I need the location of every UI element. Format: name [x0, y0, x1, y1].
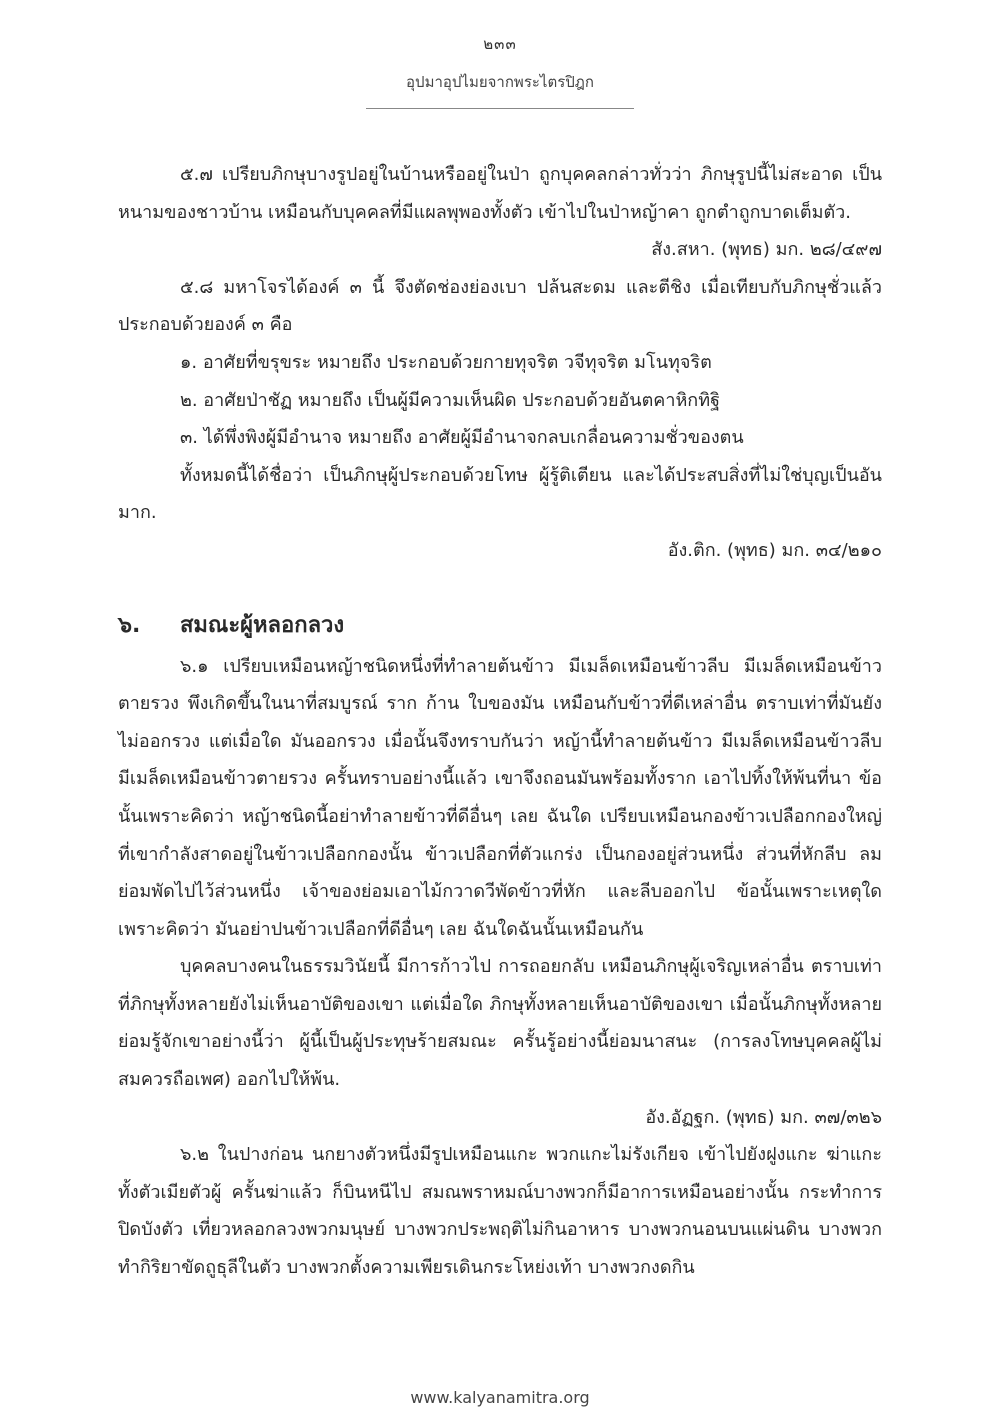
list-item-2: ๒. อาศัยป่าชัฏ หมายถึง เป็นผู้มีความเห็นผิด ประกอบด้วยอันตคาหิกทิฐิ: [180, 389, 720, 411]
reference-5-8: อัง.ติก. (พุทธ) มก. ๓๔/๒๑๐: [667, 539, 882, 561]
running-title: อุปมาอุปไมยจากพระไตรปิฎก: [406, 73, 594, 91]
list-item-3: ๓. ได้พึ่งพิงผู้มีอำนาจ หมายถึง อาศัยผู้มีอำนาจกลบเกลื่อนความชั่วของตน: [180, 427, 744, 449]
reference-6-1: อัง.อัฏฐก. (พุทธ) มก. ๓๗/๓๒๖: [645, 1106, 882, 1128]
paragraph-6-2: ๖.๒ ในปางก่อน นกยางตัวหนึ่งมีรูปเหมือนแกะ พวกแกะไม่รังเกียจ เข้าไปยังฝูงแกะ ฆ่าแกะทั้งตัวเมียตัวผู้ ครั้นฆ่าแล้ว ก็บินหนีไป สมณพราหมณ์บางพวกก็มีอาการเหมือนอย่างนั้น กระทำการปิดบังตัว เที่ยวหลอกลวงพวกมนุษย์ บางพวกประพฤติไม่กินอาหาร บางพวกนอนบนแผ่นดิน บางพวกทำกิริยาขัดถูธุลีในตัว บางพวกตั้งความเพียรเดินกระโหย่งเท้า บางพวกงดกิน: [118, 1144, 882, 1279]
footer-website: www.kalyanamitra.org: [410, 1388, 590, 1407]
section-spacer: [118, 570, 882, 604]
paragraph-5-7: ๕.๗ เปรียบภิกษุบางรูปอยู่ในบ้านหรืออยู่ในป่า ถูกบุคคลกล่าวทั่วว่า ภิกษุรูปนี้ไม่สะอาด เป็นหนามของชาวบ้าน เหมือนกับบุคคลที่มีแผลพุพองทั้งตัว เข้าไปในป่าหญ้าคา ถูกตำถูกบาดเต็มตัว.: [118, 164, 882, 223]
paragraph-5-8: ๕.๘ มหาโจรได้องค์ ๓ นี้ จึงตัดช่องย่องเบา ปล้นสะดม และตีชิง เมื่อเทียบกับภิกษุชั่วแล้ว ประกอบด้วยองค์ ๓ คือ: [118, 276, 882, 336]
page-body: [118, 156, 882, 1287]
section-6-title: สมณะผู้หลอกลวง: [180, 612, 345, 638]
section-6-heading: [118, 604, 882, 648]
page-number: ๒๓๓: [483, 35, 517, 53]
reference-5-7: สัง.สหา. (พุทธ) มก. ๒๘/๔๙๗: [651, 239, 882, 261]
section-6-number: ๖.: [118, 612, 141, 638]
list-item-1: ๑. อาศัยที่ขรุขระ หมายถึง ประกอบด้วยกายทุจริต วจีทุจริต มโนทุจริต: [180, 351, 712, 373]
paragraph-6-1: ๖.๑ เปรียบเหมือนหญ้าชนิดหนึ่งที่ทำลายต้นข้าว มีเมล็ดเหมือนข้าวลีบ มีเมล็ดเหมือนข้าวตายรวง พึงเกิดขึ้นในนาที่สมบูรณ์ ราก ก้าน ใบของมัน เหมือนกับข้าวที่ดีเหล่าอื่น ตราบเท่าที่มันยังไม่ออกรวง แต่เมื่อใด มันออกรวง เมื่อนั้นจึงทราบกันว่า หญ้านี้ทำลายต้นข้าว มีเมล็ดเหมือนข้าวลีบ มีเมล็ดเหมือนข้าวตายรวง ครั้นทราบอย่างนี้แล้ว เขาจึงถอนมันพร้อมทั้งราก เอาไปทิ้งให้พ้นที่นา ข้อนั้นเพราะคิดว่า หญ้าชนิดนี้อย่าทำลายข้าวที่ดีอื่นๆ เลย ฉันใด เปรียบเหมือนกองข้าวเปลือกกองใหญ่ที่เขากำลังสาดอยู่ในข้าวเปลือกกองนั้น ข้าวเปลือกที่ตัวแกร่ง เป็นกองอยู่ส่วนหนึ่ง ส่วนที่หักลีบ ลมย่อมพัดไปไว้ส่วนหนึ่ง เจ้าของย่อมเอาไม้กวาดวีพัดข้าวที่หัก และลีบออกไป ข้อนั้นเพราะเหตุใด เพราะคิดว่า มันอย่าปนข้าวเปลือกที่ดีอื่นๆ เลย ฉันใดฉันนั้นเหมือนกัน: [118, 655, 882, 940]
paragraph-6-1-b: บุคคลบางคนในธรรมวินัยนี้ มีการก้าวไป การถอยกลับ เหมือนภิกษุผู้เจริญเหล่าอื่น ตราบเท่าที่ภิกษุทั้งหลายยังไม่เห็นอาบัติของเขา แต่เมื่อใด ภิกษุทั้งหลายเห็นอาบัติของเขา เมื่อนั้นภิกษุทั้งหลายย่อมรู้จักเขาอย่างนี้ว่า ผู้นี้เป็นผู้ประทุษร้ายสมณะ ครั้นรู้อย่างนี้ย่อมนาสนะ (การลงโทษบุคคลผู้ไม่สมควรถือเพศ) ออกไปให้พ้น.: [118, 956, 882, 1091]
paragraph-5-8-summary: ทั้งหมดนี้ได้ชื่อว่า เป็นภิกษุผู้ประกอบด้วยโทษ ผู้รู้ติเตียน และได้ประสบสิ่งที่ไม่ใช่บุญเป็นอันมาก.: [118, 464, 882, 524]
header-divider: [366, 108, 634, 109]
page-header: [0, 32, 1000, 109]
